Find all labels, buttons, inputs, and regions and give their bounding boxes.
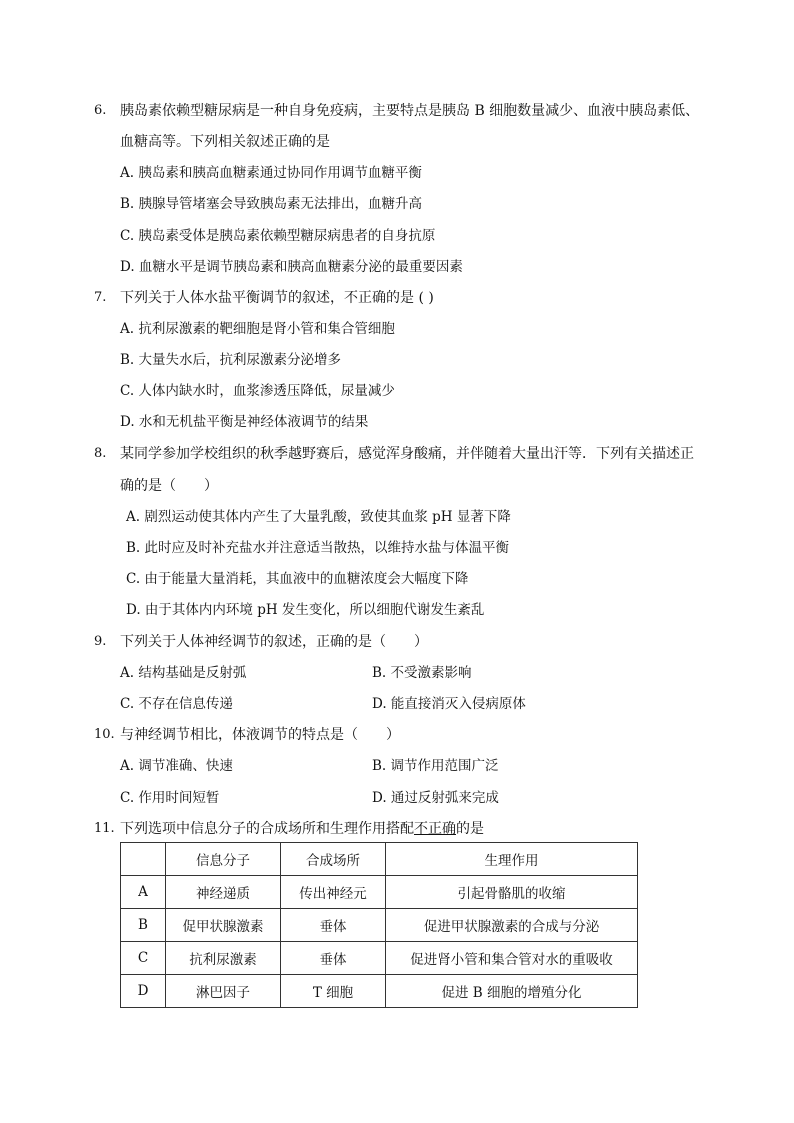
table-cell: 神经递质 <box>166 876 281 909</box>
question-10 <box>94 725 714 745</box>
table-cell: A <box>121 876 166 909</box>
table-cell: 垂体 <box>281 909 386 942</box>
option-d[interactable]: D. 由于其体内内环境 pH 发生变化，所以细胞代谢发生紊乱 <box>126 602 485 618</box>
question-stem: 某同学参加学校组织的秋季越野赛后，感觉浑身酸痛，并伴随着大量出汗等．下列有关描述正 <box>120 446 694 462</box>
table-row <box>121 942 638 975</box>
question-stem-continued: 血糖高等。下列相关叙述正确的是 <box>120 134 330 150</box>
option-a[interactable]: A. 胰岛素和胰高血糖素通过协同作用调节血糖平衡 <box>120 165 422 181</box>
option-b[interactable]: B. 胰腺导管堵塞会导致胰岛素无法排出，血糖升高 <box>120 196 423 212</box>
table-cell: 抗利尿激素 <box>166 942 281 975</box>
option-a[interactable]: A. 结构基础是反射弧 <box>120 665 247 681</box>
question-number: 9. <box>94 634 107 649</box>
table-cell: C <box>121 942 166 975</box>
stem-emphasis: 不正确 <box>414 821 456 837</box>
table-header-cell: 信息分子 <box>166 843 281 876</box>
option-d[interactable]: D. 水和无机盐平衡是神经体液调节的结果 <box>120 414 369 430</box>
table-row <box>121 876 638 909</box>
question-number: 7. <box>94 290 107 305</box>
stem-part: 的是 <box>456 821 484 837</box>
question-number: 11. <box>94 821 115 836</box>
table-cell: 促进甲状腺激素的合成与分泌 <box>386 909 638 942</box>
option-c[interactable]: C. 由于能量大量消耗，其血液中的血糖浓度会大幅度下降 <box>126 571 469 587</box>
option-b[interactable]: B. 不受激素影响 <box>372 665 472 681</box>
option-c[interactable]: C. 作用时间短暂 <box>120 790 220 806</box>
question-stem: 下列关于人体水盐平衡调节的叙述，不正确的是 ( ) <box>120 290 434 306</box>
table-cell: D <box>121 975 166 1008</box>
question-number: 10. <box>94 727 115 742</box>
question-stem: 下列关于人体神经调节的叙述，正确的是（ ） <box>120 634 428 650</box>
option-a[interactable]: A. 抗利尿激素的靶细胞是肾小管和集合管细胞 <box>120 321 395 337</box>
table-cell: 引起骨骼肌的收缩 <box>386 876 638 909</box>
table-cell: 传出神经元 <box>281 876 386 909</box>
option-a[interactable]: A. 剧烈运动使其体内产生了大量乳酸，致使其血浆 pH 显著下降 <box>126 509 511 525</box>
table-header-cell: 生理作用 <box>386 843 638 876</box>
question-8 <box>94 444 714 496</box>
question-11 <box>94 819 714 839</box>
table-cell: 促甲状腺激素 <box>166 909 281 942</box>
stem-part: 下列选项中信息分子的合成场所和生理作用搭配 <box>120 821 414 837</box>
question-number: 8. <box>94 446 107 461</box>
option-c[interactable]: C. 人体内缺水时，血浆渗透压降低，尿量减少 <box>120 383 395 399</box>
question-stem: 与神经调节相比，体液调节的特点是（ ） <box>120 727 400 743</box>
table-cell: 垂体 <box>281 942 386 975</box>
table-header-cell: 合成场所 <box>281 843 386 876</box>
table-row <box>121 909 638 942</box>
table-header-cell <box>121 843 166 876</box>
option-c[interactable]: C. 胰岛素受体是胰岛素依赖型糖尿病患者的自身抗原 <box>120 228 436 244</box>
question-stem-continued: 确的是（ ） <box>120 478 218 494</box>
option-a[interactable]: A. 调节准确、快速 <box>120 758 233 774</box>
option-c[interactable]: C. 不存在信息传递 <box>120 696 233 712</box>
table-cell: 促进肾小管和集合管对水的重吸收 <box>386 942 638 975</box>
table-cell: 淋巴因子 <box>166 975 281 1008</box>
question-9 <box>94 632 714 652</box>
option-b[interactable]: B. 大量失水后，抗利尿激素分泌增多 <box>120 352 342 368</box>
table-cell: B <box>121 909 166 942</box>
table-cell: T 细胞 <box>281 975 386 1008</box>
question-stem <box>120 819 714 839</box>
table-cell: 促进 B 细胞的增殖分化 <box>386 975 638 1008</box>
question-number: 6. <box>94 103 107 118</box>
question-stem: 胰岛素依赖型糖尿病是一种自身免疫病，主要特点是胰岛 B 细胞数量减少、血液中胰岛素低、 <box>120 103 700 119</box>
question-7 <box>94 288 714 308</box>
table-row <box>121 975 638 1008</box>
option-d[interactable]: D. 能直接消灭入侵病原体 <box>372 696 526 712</box>
option-b[interactable]: B. 调节作用范围广泛 <box>372 758 499 774</box>
table-header-row <box>121 843 638 876</box>
option-d[interactable]: D. 通过反射弧来完成 <box>372 790 499 806</box>
question-6 <box>94 101 714 152</box>
info-table <box>120 842 638 1008</box>
option-d[interactable]: D. 血糖水平是调节胰岛素和胰高血糖素分泌的最重要因素 <box>120 259 463 275</box>
option-b[interactable]: B. 此时应及时补充盐水并注意适当散热，以维持水盐与体温平衡 <box>126 540 510 556</box>
